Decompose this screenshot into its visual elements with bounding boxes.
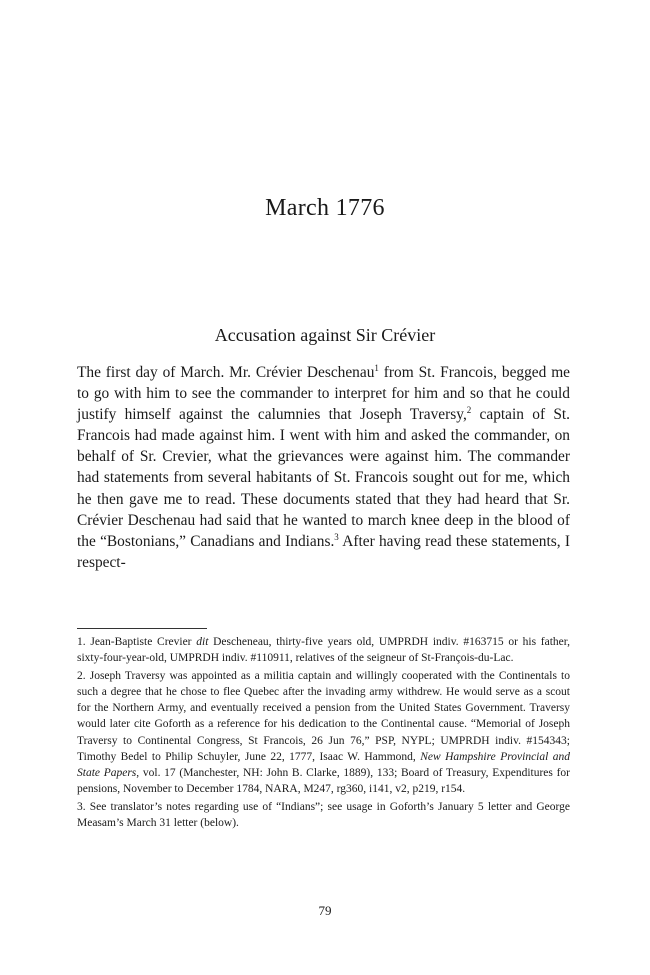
body-text-segment: captain of St. Francois had made against him. I went with him and asked the commander, on behalf of Sr. Crevier, what the grievances were against him. The commander had statements from several habitants of St. Francois sought out for me, which he then gave me to read. These documents stated that they had heard that Sr. Crévier Deschenau had said that he wanted to march knee deep in the blood of the “Bostonians,” Canadians and Indians. [77, 406, 571, 550]
section-heading: Accusation against Sir Crévier [214, 325, 436, 345]
footnote-text: Descheneau, thirty-five years old, UMPRDH indiv. #163715 or his father, sixty-four-year-old, UMPRDH indiv. #110911, relatives of the seigneur of St-François-du-Lac. [77, 636, 570, 665]
footnote-italic: dit [196, 636, 209, 648]
footnote-italic: New Hampshire Provincial and State Papers [77, 750, 570, 779]
footnote-ref-2: 2 [466, 405, 472, 416]
body-text-segment: The first day of March. Mr. Crévier Deschenau [77, 364, 375, 381]
body-text-segment: After having read these statements, I respect- [77, 532, 570, 571]
body-paragraph [77, 362, 570, 573]
footnote-text: 3. See translator’s notes regarding use of “Indians”; see usage in Goforth’s January 5 letter and George Measam’s March 31 letter (below). [77, 800, 570, 830]
footnote-text: , vol. 17 (Manchester, NH: John B. Clarke, 1889), 133; Board of Treasury, Expenditures for pensions, November to December 1784, NARA, M247, rg360, i141, v2, p219, r154. [77, 766, 570, 795]
footnotes [77, 634, 570, 833]
footnote-3 [77, 799, 570, 831]
footnote-divider [77, 628, 207, 629]
chapter-title: March 1776 [265, 195, 385, 221]
footnote-text: 2. Joseph Traversy was appointed as a militia captain and willingly cooperated with the Continentals to such a degree that he chose to flee Quebec after the invading army withdrew. He would serve as a scout for the Northern Army, and eventually received a pension from the United States Government. Traversy would later cite Goforth as a reference for his dedication to the Continental cause. “Memorial of Joseph Traversy to Continental Congress, St Francois, 26 Jun 76,” PSP, NYPL; UMPRDH indiv. #154343; Timothy Bedel to Philip Schuyler, June 22, 1777, Isaac W. Hammond, [77, 670, 570, 763]
footnote-ref-3: 3 [334, 531, 339, 542]
footnote-text: 1. Jean-Baptiste Crevier [77, 636, 197, 648]
footnote-2 [77, 668, 570, 797]
footnote-ref-1: 1 [374, 362, 379, 373]
page-number: 79 [318, 903, 332, 918]
footnote-1 [77, 634, 570, 666]
body-text-segment: from St. Francois, begged me to go with him to see the commander to interpret for him and so that he could justify himself against the calumnies that Joseph Traversy, [77, 364, 570, 424]
